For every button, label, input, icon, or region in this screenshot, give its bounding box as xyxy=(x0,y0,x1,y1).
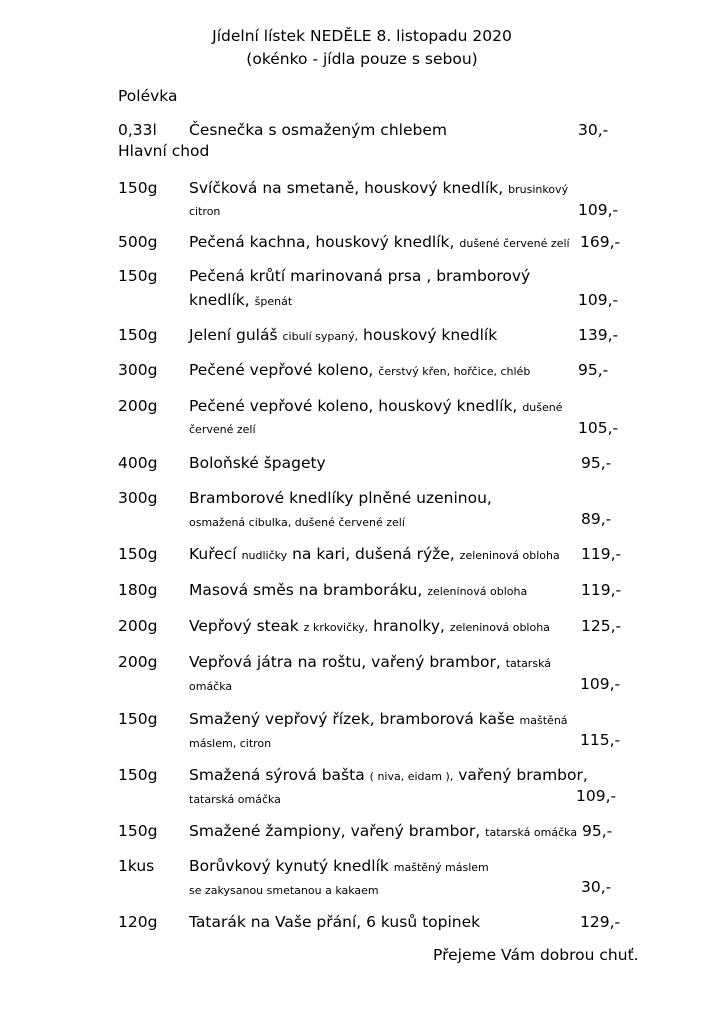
item-quantity: 400g xyxy=(118,454,158,472)
item-price: 109,- xyxy=(576,787,617,805)
item-description: Masová směs na bramboráku, zeleninová obloha xyxy=(189,581,528,599)
item-description: Pečené vepřové koleno, čerstvý křen, hořčice, chléb xyxy=(189,361,531,379)
item-price: 95,- xyxy=(582,822,613,840)
menu-title: Jídelní lístek NEDĚLE 8. listopadu 2020 xyxy=(212,27,512,45)
item-quantity: 150g xyxy=(118,710,158,728)
item-price: 89,- xyxy=(581,510,612,528)
item-price: 109,- xyxy=(578,291,619,309)
item-quantity: 200g xyxy=(118,617,158,635)
item-price: 95,- xyxy=(581,454,612,472)
section-main: Hlavní chod xyxy=(118,142,210,160)
item-description: Borůvkový kynutý knedlík maštěný máslem xyxy=(189,857,489,875)
menu-subtitle: (okénko - jídla pouze s sebou) xyxy=(246,50,478,68)
item-description-line2: osmažená cibulka, dušené červené zelí xyxy=(189,516,405,529)
item-price: 105,- xyxy=(578,419,619,437)
item-description: Kuřecí nudličky na kari, dušená rýže, zeleninová obloha xyxy=(189,545,560,563)
item-description: Smažená sýrová bašta ( niva, eidam ), vařený brambor, xyxy=(189,766,588,784)
item-quantity: 150g xyxy=(118,545,158,563)
item-quantity: 150g xyxy=(118,822,158,840)
item-description: Pečená kachna, houskový knedlík, dušené červené zelí xyxy=(189,233,570,251)
item-description: Smažené žampiony, vařený brambor, tatarská omáčka xyxy=(189,822,578,840)
item-price: 139,- xyxy=(578,326,619,344)
item-price: 109,- xyxy=(580,675,621,693)
menu-footer: Přejeme Vám dobrou chuť. xyxy=(433,946,639,964)
item-price: 115,- xyxy=(580,731,621,749)
item-description: Svíčková na smetaně, houskový knedlík, brusinkový xyxy=(189,179,569,197)
item-price: 119,- xyxy=(581,581,622,599)
item-quantity: 500g xyxy=(118,233,158,251)
section-soup: Polévka xyxy=(118,87,178,105)
item-description: Vepřová játra na roštu, vařený brambor, tatarská xyxy=(189,653,551,671)
item-description: Smažený vepřový řízek, bramborová kaše maštěná xyxy=(189,710,568,728)
item-description: Česnečka s osmaženým chlebem xyxy=(189,121,447,139)
item-description: Bramborové knedlíky plněné uzeninou, xyxy=(189,489,492,507)
item-description-line2: knedlík, špenát xyxy=(189,291,293,309)
item-quantity: 300g xyxy=(118,361,158,379)
item-quantity: 200g xyxy=(118,397,158,415)
item-description-line2: máslem, citron xyxy=(189,737,272,750)
item-description: Boloňské špagety xyxy=(189,454,326,472)
item-price: 169,- xyxy=(580,233,621,251)
item-description: Pečené vepřové koleno, houskový knedlík, dušené xyxy=(189,397,563,415)
item-price: 119,- xyxy=(581,545,622,563)
item-price: 30,- xyxy=(581,878,612,896)
item-quantity: 150g xyxy=(118,179,158,197)
item-quantity: 150g xyxy=(118,766,158,784)
item-price: 95,- xyxy=(578,361,609,379)
item-description-line2: omáčka xyxy=(189,680,233,693)
item-description: Jelení guláš cibulí sypaný, houskový knedlík xyxy=(189,326,498,344)
item-quantity: 150g xyxy=(118,326,158,344)
item-quantity: 120g xyxy=(118,913,158,931)
item-price: 30,- xyxy=(578,121,609,139)
item-description-line2: citron xyxy=(189,205,221,218)
item-quantity: 0,33l xyxy=(118,121,157,139)
item-description-line2: se zakysanou smetanou a kakaem xyxy=(189,884,379,897)
item-price: 109,- xyxy=(578,201,619,219)
item-quantity: 180g xyxy=(118,581,158,599)
item-quantity: 1kus xyxy=(118,857,155,875)
item-description: Pečená krůtí marinovaná prsa , bramborový xyxy=(189,267,531,285)
item-description: Tatarák na Vaše přání, 6 kusů topinek xyxy=(189,913,481,931)
item-description-line2: tatarská omáčka xyxy=(189,793,281,806)
item-price: 125,- xyxy=(581,617,622,635)
item-quantity: 200g xyxy=(118,653,158,671)
item-quantity: 150g xyxy=(118,267,158,285)
item-description: Vepřový steak z krkovičky, hranolky, zeleninová obloha xyxy=(189,617,550,635)
item-description-line2: červené zelí xyxy=(189,423,256,436)
item-price: 129,- xyxy=(580,913,621,931)
item-quantity: 300g xyxy=(118,489,158,507)
